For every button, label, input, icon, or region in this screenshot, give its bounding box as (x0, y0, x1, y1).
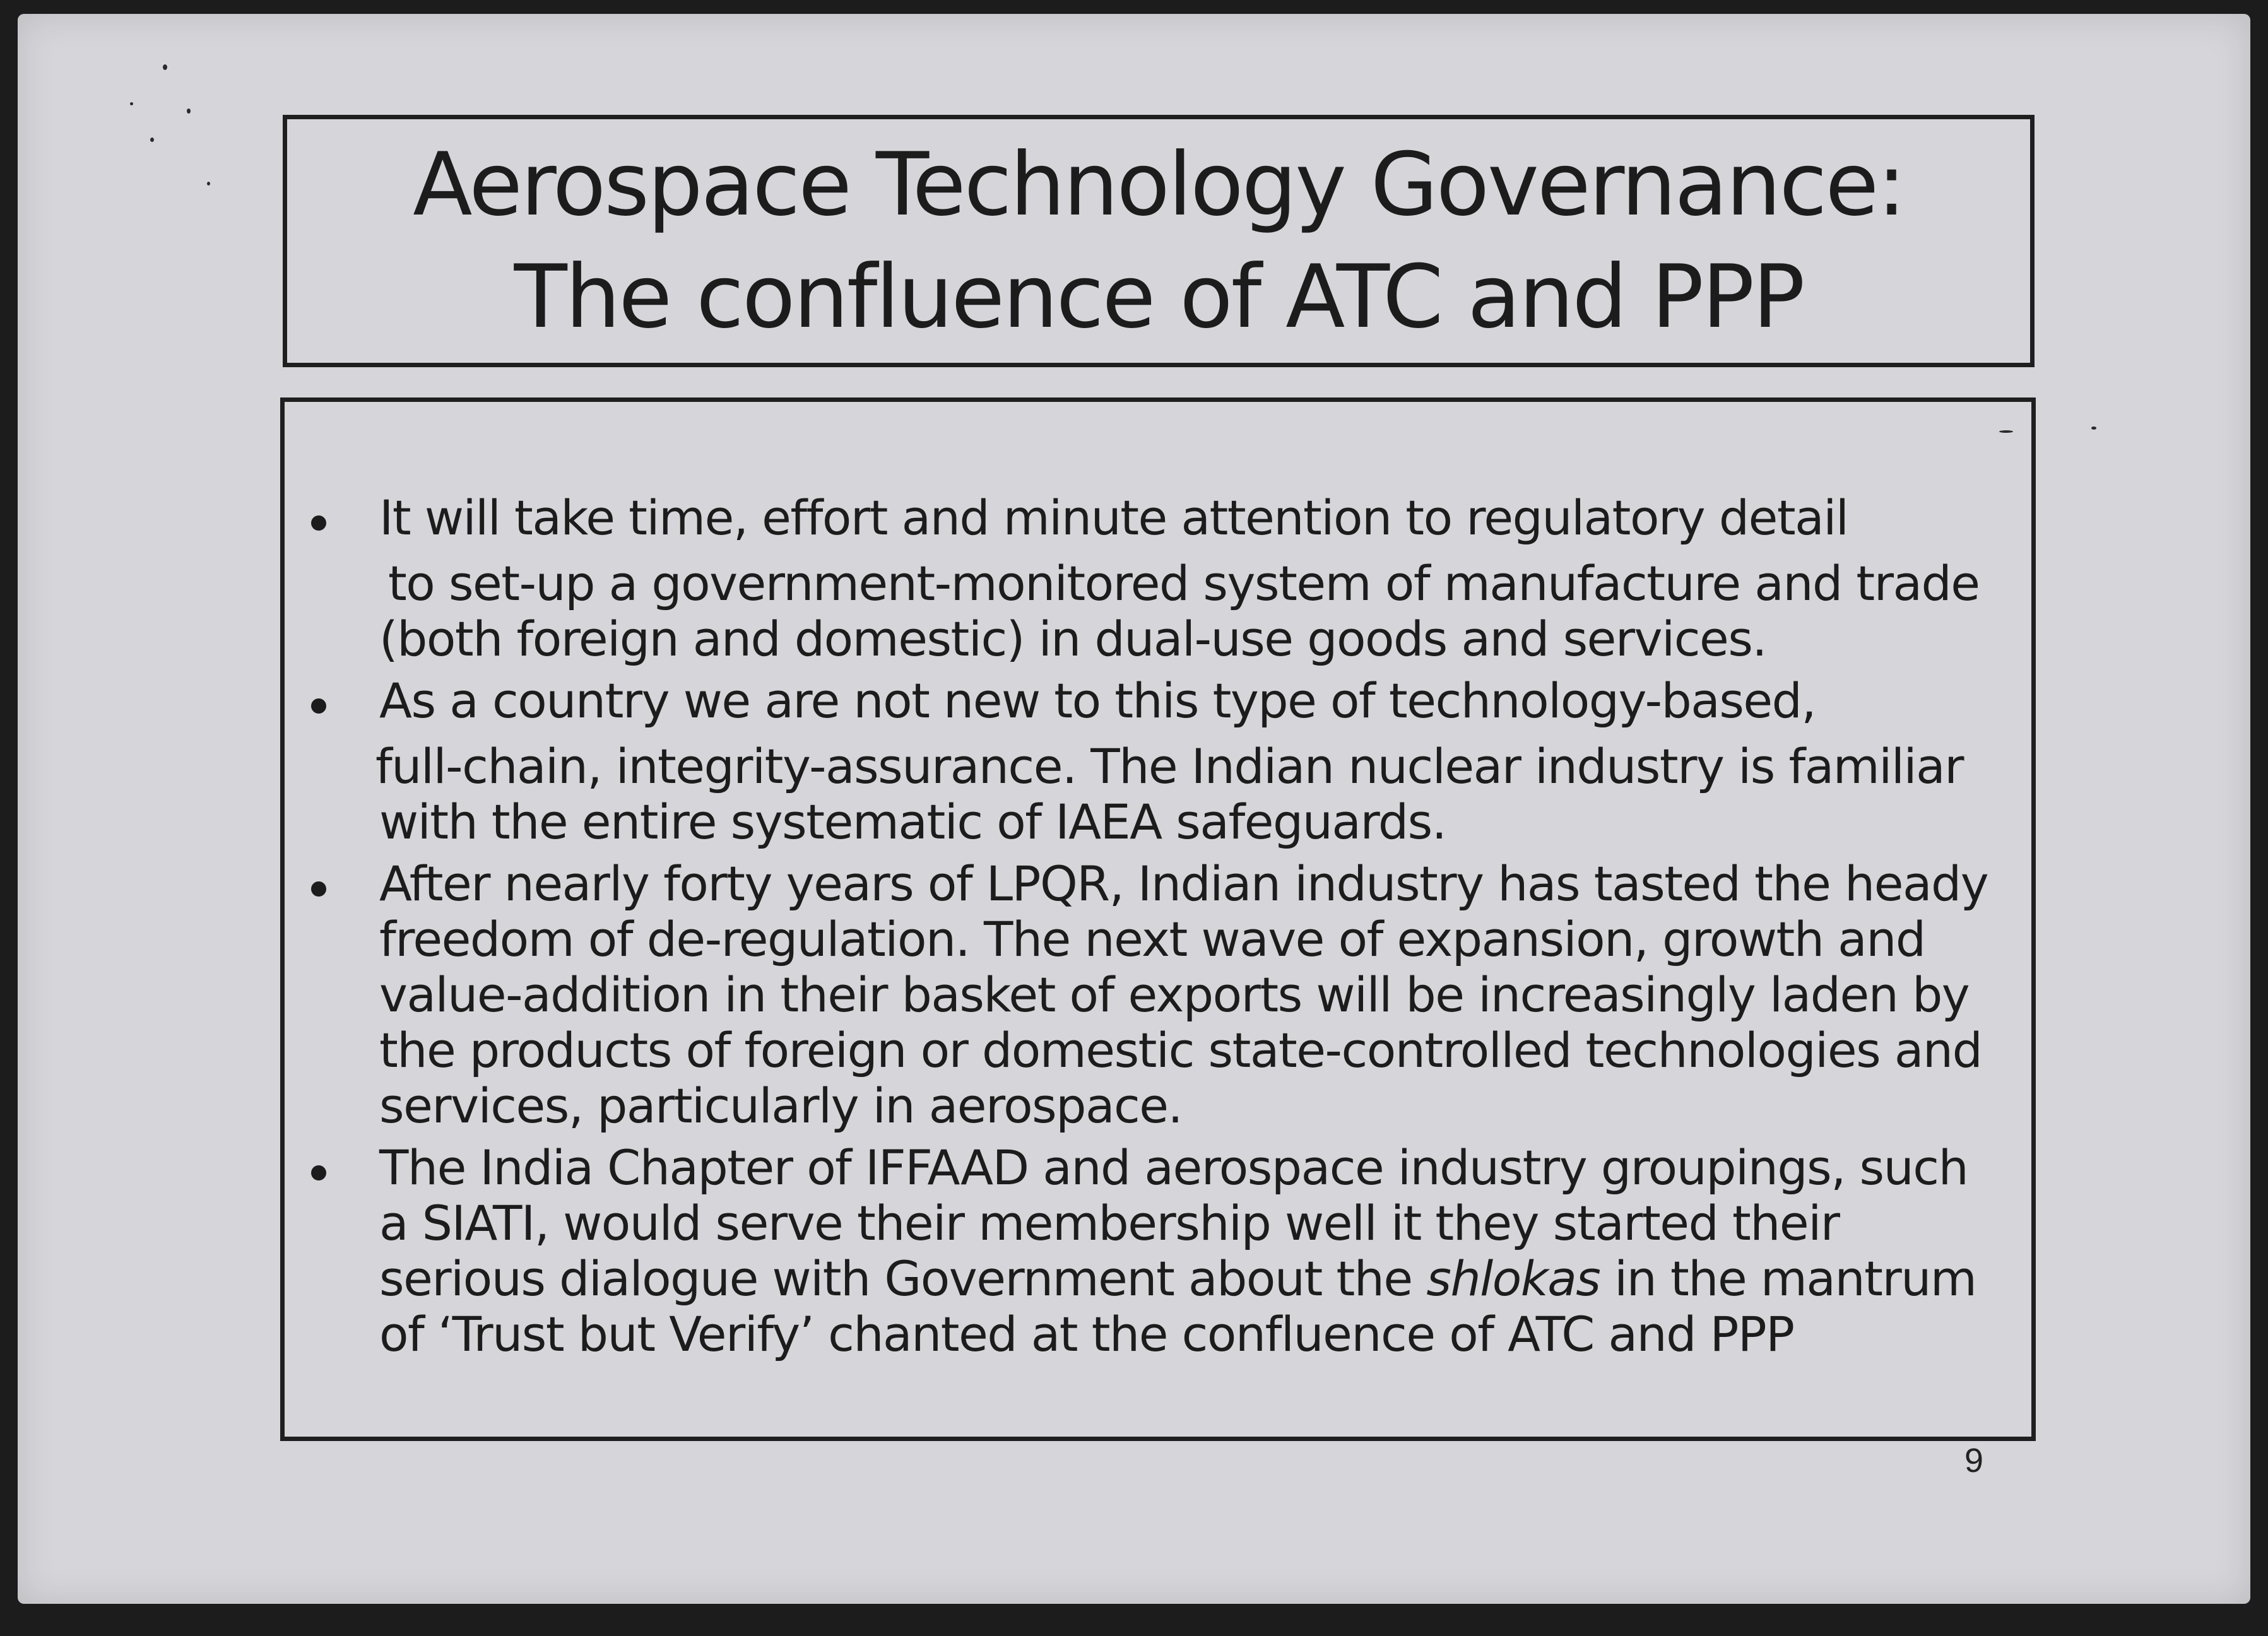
bullet-line: value-addition in their basket of exports will be increasingly laden by (379, 967, 1970, 1023)
bullet-icon (311, 698, 326, 714)
bullet-line: As a country we are not new to this type of technology-based, (379, 673, 1816, 729)
bullet-line: (both foreign and domestic) in dual-use goods and services. (379, 611, 1767, 667)
bullet-line: After nearly forty years of LPQR, Indian industry has tasted the heady (379, 856, 1988, 912)
bullet-line: of ‘Trust but Verify’ chanted at the confluence of ATC and PPP (379, 1306, 1794, 1362)
title-box (283, 115, 2035, 367)
bullet-list (285, 490, 2031, 1368)
paper-speck (187, 109, 191, 114)
bullet-icon (311, 881, 326, 897)
bullet-line: It will take time, effort and minute attention to regulatory detail (379, 490, 1848, 546)
title-line-2: The confluence of ATC and PPP (514, 246, 1804, 348)
bullet-item (285, 673, 2031, 850)
paper-speck (2091, 427, 2096, 430)
bullet-text: serious dialogue with Government about the (379, 1251, 1427, 1307)
bullet-line: with the entire systematic of IAEA safeguards. (379, 794, 1446, 850)
document-sheet (18, 14, 2250, 1604)
bullet-line: services, particularly in aerospace. (379, 1078, 1183, 1134)
bullet-line: to set-up a government-monitored system of manufacture and trade (388, 555, 1980, 611)
bullet-icon (311, 1165, 326, 1180)
page-number: 9 (1964, 1442, 1984, 1480)
bullet-icon (311, 515, 326, 531)
bullet-line: a SIATI, would serve their membership well it they started their (379, 1195, 1840, 1251)
bullet-line-mixed (379, 1251, 2012, 1307)
paper-speck (150, 138, 154, 142)
bullet-item (285, 490, 2031, 667)
bullet-text: in the mantrum (1600, 1251, 1976, 1307)
bullet-line: full-chain, integrity-assurance. The Indian nuclear industry is familiar (375, 738, 1963, 794)
italic-term: shlokas (1426, 1251, 1600, 1307)
bullet-item (285, 856, 2031, 1134)
paper-speck (130, 102, 133, 105)
paper-speck (207, 182, 210, 185)
paper-speck (163, 64, 167, 70)
body-box (280, 397, 2036, 1441)
title-line-1: Aerospace Technology Governance: (413, 134, 1905, 235)
bullet-line: the products of foreign or domestic state-controlled technologies and (379, 1022, 1982, 1078)
bullet-item (285, 1140, 2031, 1362)
bullet-line: The India Chapter of IFFAAD and aerospace industry groupings, such (379, 1139, 1968, 1196)
bullet-line: freedom of de-regulation. The next wave of expansion, growth and (379, 911, 1925, 967)
